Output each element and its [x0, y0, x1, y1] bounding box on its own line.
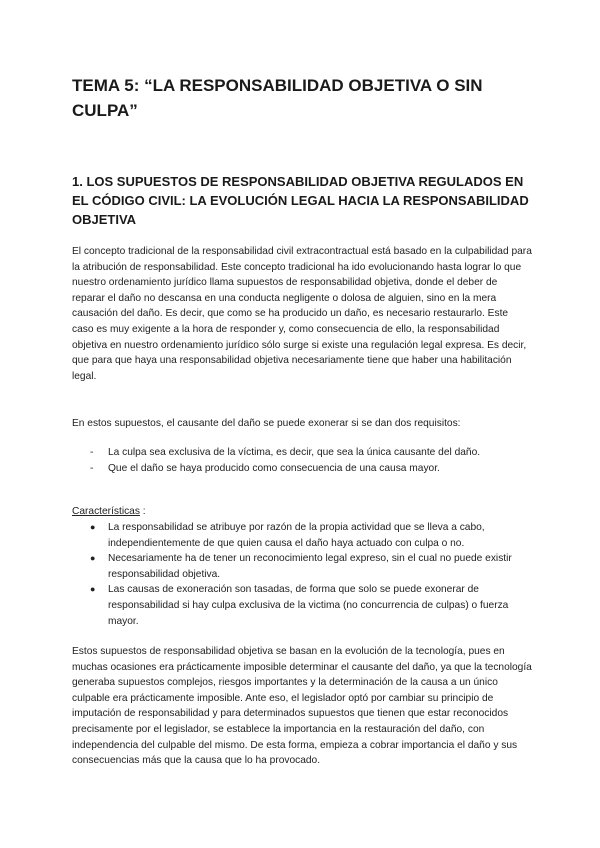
list-item — [72, 461, 532, 477]
document-title: TEMA 5: “LA RESPONSABILIDAD OBJETIVA O SIN CULPA” — [72, 76, 483, 120]
characteristics-suffix: : — [139, 506, 146, 517]
closing-paragraph: Estos supuestos de responsabilidad objetiva se basan en la evolución de la tecnología, pues en muchas ocasiones era prácticamente imposible determinar el causante del daño, ya que la tecnología generaba supuestos complejos, riesgos importantes y la determinación de la causa a un único culpable era prácticamente imposible. Ante eso, el legislador optó por cambiar su principio de imputación de responsabilidad y para determinados supuestos que tienen que estar reconocidos precisamente por el legislador, se establece la importancia en la restauración del daño, con independencia del culpable del mismo. De esta forma, empieza a cobrar importancia el daño y sus consecuencias más que la causa que lo ha provocado. — [72, 646, 532, 767]
characteristics-label: Características — [72, 506, 140, 517]
list-item-text: Que el daño se haya producido como consecuencia de una causa mayor. — [108, 462, 440, 474]
bullet-marker: ● — [90, 584, 96, 595]
list-item-text: La responsabilidad se atribuye por razón de la propia actividad que se lleva a cabo, independientemente de que quien causa el daño haya actuado con culpa o no. — [108, 522, 485, 549]
list-item — [72, 551, 532, 582]
list-item-text: La culpa sea exclusiva de la víctima, es decir, que sea la única causante del daño. — [108, 447, 481, 458]
list-item — [72, 445, 532, 461]
bullet-marker: ● — [90, 553, 96, 564]
list-item — [72, 520, 532, 551]
list-item — [72, 582, 532, 629]
requisites-list — [72, 445, 532, 476]
requisites-intro: En estos supuestos, el causante del daño se puede exonerar si se dan dos requisitos: — [72, 418, 461, 429]
intro-paragraph: El concepto tradicional de la responsabilidad civil extracontractual está basado en la culpabilidad para la atribución de responsabilidad. Este concepto tradicional ha ido evolucionando hasta lograr lo que nuestro ordenamiento jurídico llama supuestos de responsabilidad objetiva, donde el deber de reparar el daño no descansa en una conducta negligente o dolosa de alguien, sino en la mera causación del daño. Es decir, que como se ha producido un daño, es necesario restaurarlo. Este caso es muy exigente a la hora de responder y, como consecuencia de ello, la responsabilidad objetiva en nuestro ordenamiento jurídico sólo surge si existe una regulación legal expresa. Es decir, que para que haya una responsabilidad objetiva necesariamente tiene que haber una habilitación legal. — [72, 246, 532, 382]
bullet-marker: ● — [90, 522, 96, 532]
section-heading: 1. LOS SUPUESTOS DE RESPONSABILIDAD OBJETIVA REGULADOS EN EL CÓDIGO CIVIL: LA EVOLUCIÓN LEGAL HACIA LA RESPONSABILIDAD OBJETIVA — [72, 174, 529, 227]
dash-marker: - — [90, 462, 94, 474]
dash-marker: - — [90, 447, 94, 458]
list-item-text: Las causas de exoneración son tasadas, de forma que solo se puede exonerar de responsabilidad si hay culpa exclusiva de la victima (no concurrencia de culpas) o fuerza mayor. — [108, 584, 509, 627]
list-item-text: Necesariamente ha de tener un reconocimiento legal expreso, sin el cual no puede existir responsabilidad objetiva. — [108, 553, 512, 580]
characteristics-list — [72, 520, 532, 629]
characteristics-heading — [72, 504, 146, 520]
